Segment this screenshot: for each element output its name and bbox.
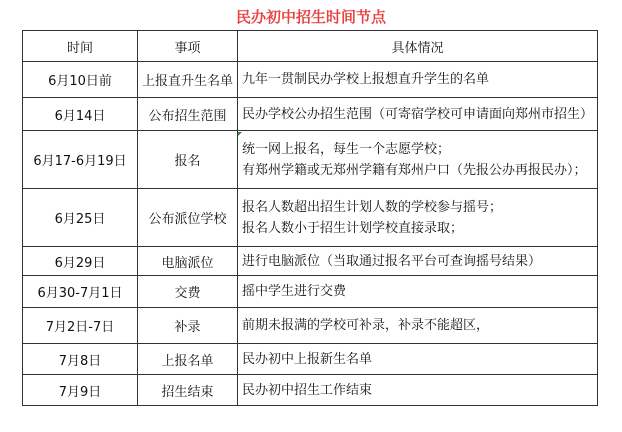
- column-header-item: 事项: [138, 31, 238, 62]
- table-row: [23, 276, 598, 308]
- details-line: 报名人数小于招生计划学校直接录取；: [242, 220, 464, 236]
- table-row: [23, 247, 598, 276]
- details-line: 统一网上报名，每生一个志愿学校；: [242, 141, 451, 157]
- item-cell: 公布招生范围: [138, 98, 238, 131]
- table-row: [23, 131, 598, 189]
- details-line: 摇中学生进行交费: [242, 284, 347, 299]
- column-header-details: 具体情况: [238, 31, 598, 62]
- table-row: [23, 62, 598, 98]
- details-cell: [238, 308, 598, 344]
- time-cell: 6月30-7月1日: [23, 276, 138, 308]
- table-row: [23, 344, 598, 375]
- details-line: 进行电脑派位（当取通过报名平台可查询摇号结果）: [242, 253, 542, 269]
- time-cell: 7月9日: [23, 375, 138, 406]
- table-header-row: [23, 31, 598, 62]
- details-line: 有郑州学籍或无郑州学籍有郑州户口（先报公办再报民办）；: [242, 162, 587, 178]
- details-cell: [238, 189, 598, 247]
- details-cell: [238, 62, 598, 98]
- details-line: 民办初中招生工作结束: [242, 382, 373, 398]
- table-row: [23, 98, 598, 131]
- item-cell: 报名: [138, 131, 238, 189]
- table-row: [23, 308, 598, 344]
- schedule-table: [22, 30, 598, 406]
- column-header-time: 时间: [23, 31, 138, 62]
- details-cell: [238, 247, 598, 276]
- table-row: [23, 375, 598, 406]
- item-cell: 补录: [138, 308, 238, 344]
- time-cell: 6月17-6月19日: [23, 131, 138, 189]
- time-cell: 6月25日: [23, 189, 138, 247]
- item-cell: 电脑派位: [138, 247, 238, 276]
- time-cell: 7月8日: [23, 344, 138, 375]
- time-cell: 6月14日: [23, 98, 138, 131]
- item-cell: 公布派位学校: [138, 189, 238, 247]
- table-row: [23, 189, 598, 247]
- page-title: 民办初中招生时间节点: [235, 8, 386, 26]
- item-cell: 上报直升生名单: [138, 62, 238, 98]
- details-cell: [238, 131, 598, 189]
- cell-corner-marker: [238, 132, 242, 136]
- details-line: 民办初中上报新生名单: [242, 351, 373, 367]
- details-cell: [238, 375, 598, 406]
- details-line: 民办学校公办招生范围（可寄宿学校可申请面向郑州市招生）: [242, 106, 594, 122]
- details-line: 前期未报满的学校可补录，补录不能超区，: [242, 318, 490, 333]
- details-cell: [238, 98, 598, 131]
- time-cell: 7月2日-7日: [23, 308, 138, 344]
- item-cell: 交费: [138, 276, 238, 308]
- details-cell: [238, 276, 598, 308]
- details-line: 报名人数超出招生计划人数的学校参与摇号；: [242, 199, 503, 215]
- time-cell: 6月29日: [23, 247, 138, 276]
- details-cell: [238, 344, 598, 375]
- item-cell: 上报名单: [138, 344, 238, 375]
- item-cell: 招生结束: [138, 375, 238, 406]
- time-cell: 6月10日前: [23, 62, 138, 98]
- details-line: 九年一贯制民办学校上报想直升学生的名单: [242, 72, 490, 87]
